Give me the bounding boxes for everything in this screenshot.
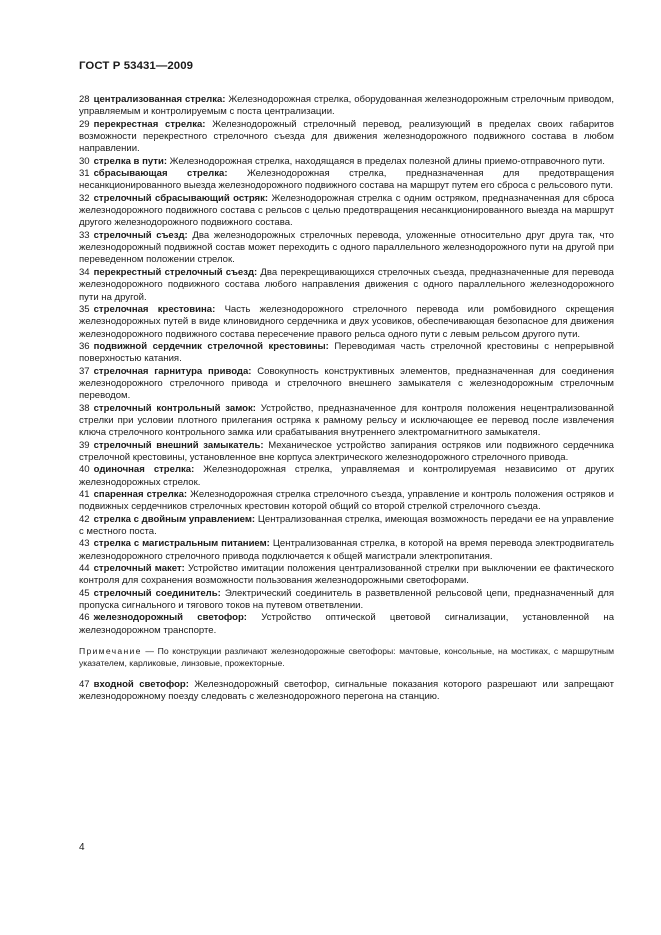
term-number: 36 [79,340,90,352]
term-definition: Железнодорожная стрелка стрелочного съезда, управление и контроль положения остряков и подвижных сердечников стрелочных крестовин которой общий со второй стрелкой стрелочного съезда. [79,489,614,513]
term-definition: Совокупность конструктивных элементов, предназначенная для соединения железнодорожного стрелочного привода и стрелочного внешнего замыкателя с железнодорожным стрелочным переводом. [79,365,615,402]
term-definition: Централизованная стрелка, в которой на время перевода электродвигатель железнодорожного стрелочного привода подключается к общей магистрали электропитания. [79,538,615,562]
term-definition: Устройство имитации положения централизованной стрелки при выключении ее фактического контроля для сохранения возможности пользования железнодорожными светофорами. [79,563,614,587]
term-number: 45 [79,587,90,599]
term-number: 28 [79,94,90,105]
term-definition: Два железнодорожных стрелочных перевода, уложенные относительно друг друга так, что железнодорожный подвижной состав может переходить с одного параллельного железнодорожного пути на другой при переведенном положении стрелок. [79,229,614,266]
term-definition: Устройство оптической цветовой сигнализации, установленной на железнодорожном транспорте. [79,612,614,636]
term-entry-36 [79,341,614,366]
term-entry-39 [79,440,614,465]
term-number: 32 [79,192,90,204]
term-entry-44 [79,563,614,588]
term-entry-38 [79,403,614,440]
term-entry-30 [79,156,614,168]
term-name: централизованная стрелка: [93,94,226,105]
term-number: 47 [79,678,90,690]
term-name: одиночная стрелка: [93,464,195,476]
term-entry-33 [79,230,614,267]
term-entry-34 [79,267,614,304]
term-name: спаренная стрелка: [93,489,188,500]
term-number: 30 [79,155,90,167]
term-name: стрелочная гарнитура привода: [93,365,252,377]
term-name: железнодорожный светофор: [93,612,247,624]
term-number: 43 [79,538,90,550]
term-name: стрелочный внешний замыкатель: [93,439,264,451]
term-name: перекрестная стрелка: [93,118,206,130]
term-name: стрелка с двойным управлением: [93,513,256,525]
term-number: 33 [79,229,90,241]
term-name: стрелочный сбрасывающий остряк: [93,192,269,204]
term-entry-35 [79,304,614,341]
term-name: сбрасывающая стрелка: [93,168,228,180]
term-number: 31 [79,168,90,180]
term-definition: Переводимая часть стрелочной крестовины с непрерывной поверхностью катания. [79,340,614,365]
term-number: 40 [79,464,90,476]
term-entry-46 [79,612,614,637]
term-name: стрелка в пути: [93,155,167,167]
term-number: 46 [79,612,90,624]
term-name: стрелочный съезд: [93,229,188,241]
term-definition: Железнодорожный светофор, сигнальные показания которого разрешают или запрещают железнодорожному поезду следовать с железнодорожного перегона на станцию. [79,678,614,703]
term-definition: Железнодорожная стрелка, управляемая и контролируемая независимо от других железнодорожных стрелок. [79,464,615,488]
term-entry-31 [79,168,614,193]
term-definition: Часть железнодорожного стрелочного перевода или ромбовидного скрещения железнодорожных путей в виде клиновидного сердечника и двух усовиков, обеспечивающая безопасное для движения железнодорожного подвижного состава пересечение правого рельса одного пути с левым рельсом другого пути. [79,303,614,340]
term-name: входной светофор: [93,678,189,690]
term-definition: Электрический соединитель в разветвленной рельсовой цепи, предназначенный для пропуска сигнального и тягового токов на путевом ответвлении. [79,587,615,612]
term-entry-41 [79,489,614,514]
term-number: 38 [79,402,90,414]
term-definition: Централизованная стрелка, имеющая возможность передачи ее на управление с местного поста. [79,513,614,538]
term-number: 41 [79,489,90,500]
page-number: 4 [79,842,85,853]
term-definition: Железнодорожный стрелочный перевод, реализующий в пределах своих габаритов возможности перекрестного стрелочного съезда для движения железнодорожного подвижного состава в любом направлении. [79,118,614,155]
term-entry-37 [79,366,614,403]
document-body [79,94,614,704]
term-number: 35 [79,303,90,315]
note [79,646,614,669]
term-name: стрелка с магистральным питанием: [93,538,270,550]
term-number: 34 [79,266,90,278]
term-entry-42 [79,514,614,539]
term-definition: Устройство, предназначенное для контроля положения нецентрализованной стрелки при условии плотного прилегания остряка к рамному рельсу и исключающее ее перевод после извлечения ключа стрелочного контрольного замка или срабатывания внутреннего электромагнитного замыкателя. [79,402,615,439]
term-name: стрелочная крестовина: [93,303,216,315]
term-entry-28 [79,94,614,119]
term-number: 39 [79,439,90,451]
term-entry-45 [79,588,614,613]
term-number: 29 [79,118,90,130]
term-definition: Железнодорожная стрелка, предназначенная для предотвращения несанкционированного выезда железнодорожного подвижного состава на маршрут путем его сброса с рельсового пути. [79,168,614,192]
term-name: стрелочный контрольный замок: [93,402,256,414]
term-entry-40 [79,464,614,489]
term-number: 44 [79,563,90,575]
term-entry-43 [79,538,614,563]
term-name: подвижной сердечник стрелочной крестовины: [93,340,329,352]
note-text: — По конструкции различают железнодорожные светофоры: мачтовые, консольные, на мостиках, с маршрутным указателем, карликовые, линзовые, прожекторные. [79,646,614,668]
term-list [79,94,614,637]
term-definition: Железнодорожная стрелка, оборудованная железнодорожным стрелочным приводом, управляемым и контролируемым с поста централизации. [79,94,614,118]
term-definition: Два перекрещивающихся стрелочных съезда, предназначенные для перевода железнодорожного подвижного состава любого направления движения с одного параллельного железнодорожного пути на другой. [79,266,614,303]
term-entry-32 [79,193,614,230]
term-name: перекрестный стрелочный съезд: [93,266,258,278]
note-label: Примечание [79,646,142,657]
term-definition: Железнодорожная стрелка, находящаяся в пределах полезной длины приемо-отправочного пути. [167,155,605,167]
term-definition: Механическое устройство запирания остряков или подвижного сердечника стрелочной крестовины, установленное вне корпуса электрического железнодорожного стрелочного привода. [79,439,614,463]
term-name: стрелочный макет: [93,563,185,575]
term-name: стрелочный соединитель: [93,587,221,599]
document-header: ГОСТ Р 53431—2009 [79,60,194,72]
term-number: 37 [79,365,90,377]
term-number: 42 [79,513,90,525]
term-entry-29 [79,119,614,156]
term-entry-47 [79,679,614,704]
term-definition: Железнодорожная стрелка с одним остряком, предназначенная для сброса железнодорожного подвижного состава с рельсов с целью предотвращения несанкционированного выезда на маршрут другого железнодорожного подвижного состава. [79,192,614,229]
